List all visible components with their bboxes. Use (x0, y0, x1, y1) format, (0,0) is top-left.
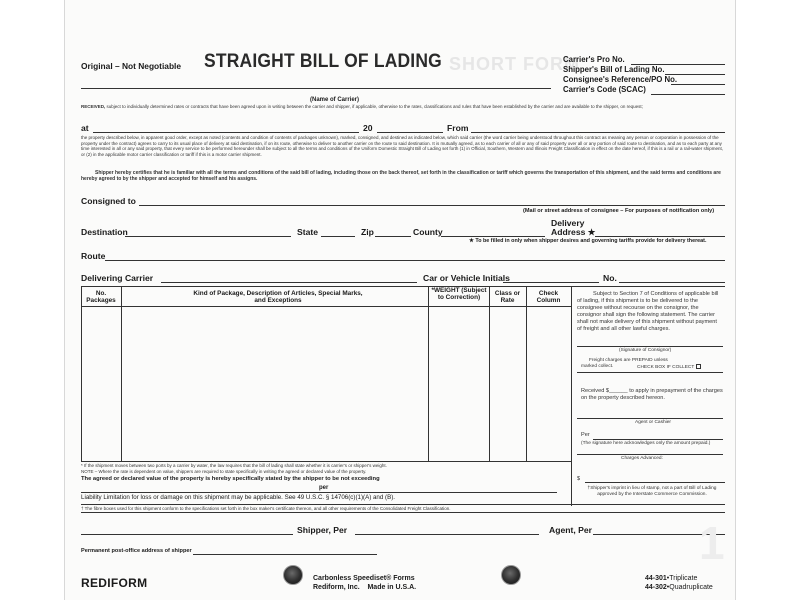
consignee-ref-label: Consignee's Reference/PO No. (563, 75, 678, 84)
rediform-logo: REDIFORM (81, 576, 148, 590)
received-prepayment-note: Received $______ to apply in prepayment of the charges on the property described hereon. (581, 388, 723, 401)
route-label: Route (81, 251, 106, 261)
agreed-value-field[interactable] (81, 492, 557, 493)
permanent-address-field[interactable] (193, 554, 377, 555)
footnote-note: NOTE – Where the rate is dependent on value, shippers are required to state specifically in writing the agreed or declared value of the property. (81, 469, 367, 474)
delivery-address-field[interactable] (595, 236, 725, 237)
dollar-sign: $ (577, 476, 581, 482)
footer-form-codes: 44-301•Triplicate 44-302•Quadruplicate (645, 575, 713, 591)
col-description: Kind of Package, Description of Articles, Special Marks, and Exceptions (193, 290, 363, 305)
copy-number-watermark: 1 (699, 517, 725, 569)
carrier-code-field[interactable] (651, 94, 725, 95)
carrier-name-field[interactable] (81, 88, 551, 89)
collect-checkbox[interactable] (696, 364, 701, 369)
footer-line1: Carbonless Speediset® Forms (313, 575, 415, 582)
short-form-watermark: SHORT FORM (449, 54, 580, 74)
consigned-to-field[interactable] (139, 205, 725, 206)
agreed-value-label: The agreed or declared value of the property is hereby specifically stated by the shipper to be not exceeding (81, 476, 380, 482)
liability-note: Liability Limitation for loss or damage on this shipment may be applicable. See 49 U.S.C. § 14706(c)(1)(A) and (B). (81, 494, 395, 501)
col-class-rate: Class or Rate (494, 290, 521, 305)
contract-body-text: the property described below, in apparent good order, except as noted (contents and condition of contents of packages unknown), marked, consigned, and destined as indicated below, which said carrier (the word carrier being understood throughout this contract as meaning any person or corporation in possession of the property under the contract) agrees to carry to its usual place of delivery at said destination, if on its route, otherwise to deliver to another carrier on the route to said destination. It is mutually agreed, as to each carrier of all or any of said property over all or any portion of said route to destination, and as to each party at any time interested in all or any said property, that every service to be performed hereunder shall be subject to all the terms and conditions of the Uniform Domestic Straight Bill of Lading set forth (1) in Official, Southern, Western and Illinois Freight Classification in effect on the date hereof, if this is a rail or a rail-water shipment, or (2) in the applicable motor carrier classification or tariff if this is a motor carrier shipment. (81, 135, 723, 157)
col-check: Check Column (536, 290, 561, 305)
delivering-carrier-field[interactable] (161, 282, 417, 283)
collect-checkbox-label: CHECK BOX IF COLLECT (637, 364, 701, 371)
consignor-signature-field[interactable] (577, 346, 723, 347)
section7-note: Subject to Section 7 of Conditions of applicable bill of lading, if this shipment is to be delivered to the consignee without recourse on the consignor, the consignor shall sign the following statement. The carrier shall not make delivery of this shipment without payment of freight and all other lawful charges. (577, 291, 719, 332)
zip-label: Zip (361, 227, 374, 237)
state-label: State (297, 227, 319, 237)
consignor-signature-label: (Signature of Consignor) (619, 348, 672, 353)
permanent-address-label: Permanent post-office address of shipper (81, 548, 192, 554)
per-field[interactable] (593, 439, 723, 440)
delivery-address-label: Address ★ (551, 227, 596, 237)
year-label: 20 (363, 123, 373, 133)
at-label: at (81, 123, 89, 133)
signature-ack-note: (The signature here acknowledges only the amount prepaid.) (581, 441, 711, 446)
shipper-per-label: Shipper, Per (297, 525, 348, 535)
agent-cashier-label: Agent or Cashier (635, 420, 671, 425)
at-field[interactable] (93, 132, 359, 133)
year-field[interactable] (377, 132, 443, 133)
form-title: STRAIGHT BILL OF LADING (204, 51, 442, 72)
county-label: County (413, 227, 443, 237)
agreed-per-label: per (319, 485, 329, 491)
footer-line2: Rediform, Inc. Made in U.S.A. (313, 584, 417, 591)
state-field[interactable] (321, 236, 355, 237)
bill-of-lading-form (64, 0, 736, 600)
consigned-to-label: Consigned to (81, 196, 136, 206)
name-of-carrier-label: (Name of Carrier) (310, 97, 360, 103)
footer-product-line (313, 574, 416, 592)
received-text (81, 104, 725, 110)
car-vehicle-label: Car or Vehicle Initials (423, 273, 510, 283)
shipper-bol-no-label: Shipper's Bill of Lading No. (563, 65, 665, 74)
mail-note: (Mail or street address of consignee – For purposes of notification only) (523, 208, 715, 214)
carrier-code-label: Carrier's Code (SCAC) (563, 85, 646, 94)
shipment-table (81, 286, 725, 462)
destination-field[interactable] (125, 236, 291, 237)
footnote-water: * If the shipment moves between two ports by a carrier by water, the law requires that the bill of lading shall state whether it is carrier's or shipper's weight. (81, 463, 387, 468)
no-field[interactable] (619, 282, 725, 283)
binder-hole-right (501, 565, 521, 585)
agent-cashier-field[interactable] (577, 418, 723, 419)
shipper-imprint-note: †Shipper's imprint in lieu of stamp, not a part of Bill of Lading approved by the Interstate Commerce Commission. (587, 486, 717, 497)
certify-text: Shipper hereby certifies that he is familiar with all the terms and conditions of the said bill of lading, including those on the back thereof, set forth in the classification or tariff which governs the transportation of this shipment, and the said terms and conditions are hereby agreed to by the shipper and accepted for himself and his assigns. (81, 170, 721, 183)
car-vehicle-field[interactable] (503, 282, 599, 283)
freight-prepaid-note: Freight charges are PREPAID unless marked collect. (581, 358, 668, 369)
zip-field[interactable] (375, 236, 411, 237)
col-weight: *WEIGHT (Subject to Correction) (431, 287, 487, 302)
carrier-pro-no-label: Carrier's Pro No. (563, 55, 625, 64)
county-field[interactable] (441, 236, 545, 237)
delivering-carrier-label: Delivering Carrier (81, 273, 154, 283)
col-no-packages: No. Packages (86, 290, 116, 305)
destination-label: Destination (81, 227, 128, 237)
from-label: From (447, 123, 469, 133)
binder-hole-left (283, 565, 303, 585)
agent-per-label: Agent, Per (549, 525, 592, 535)
from-field[interactable] (471, 132, 725, 133)
original-label: Original – Not Negotiable (81, 61, 182, 71)
per-label: Per (581, 432, 590, 438)
received-body: subject to individually determined rates or contracts that have been agreed upon in writing between the carrier and shipper, if applicable, otherwise to the rates, classifications and rules that have been established by the carrier and are available to the shipper, on request; (106, 104, 643, 109)
received-lead: RECEIVED, (81, 104, 106, 109)
route-field[interactable] (105, 260, 725, 261)
fibre-box-note: † The fibre boxes used for this shipment conform to the specifications set forth in the box maker's certificate thereon, and all other requirements of the Consolidated Freight Classification. (81, 506, 451, 511)
delivery-note: ★ To be filled in only when shipper desires and governing tariffs provide for delivery thereat. (469, 238, 707, 244)
no-label: No. (603, 273, 617, 283)
charges-advanced-label: Charges Advanced: (621, 456, 663, 461)
shipper-name-field[interactable] (81, 534, 293, 535)
delivery-label: Delivery (551, 218, 585, 228)
consignee-ref-field[interactable] (671, 84, 725, 85)
shipper-per-field[interactable] (355, 534, 539, 535)
